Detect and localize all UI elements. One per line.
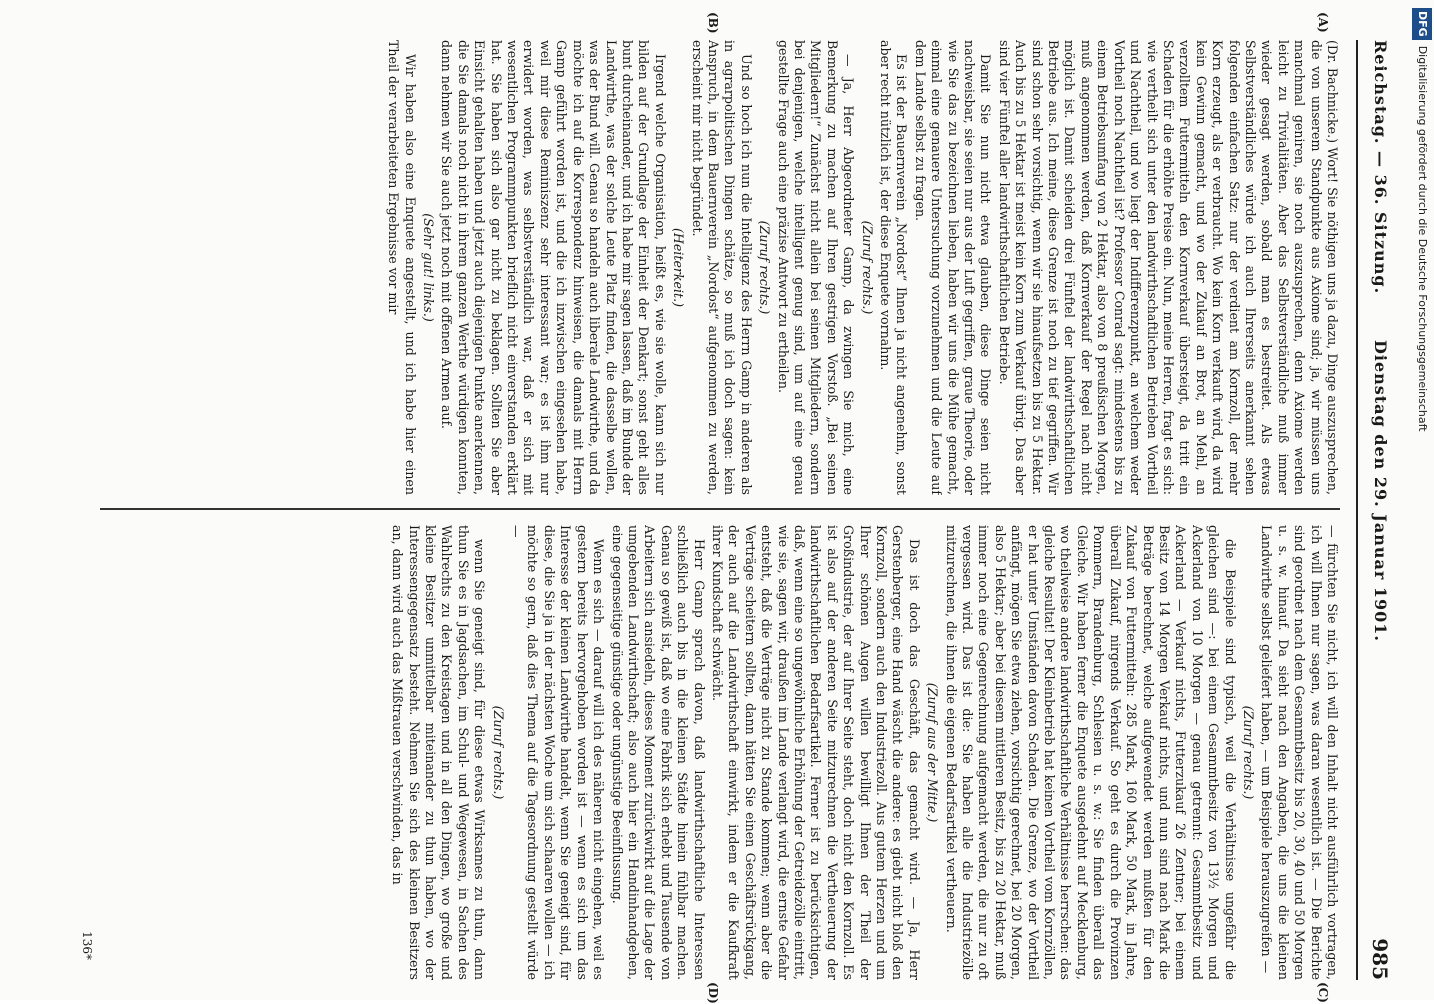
paragraph: (Dr. Bachnicke.) Wort! Sie nöthigen uns ja dazu, Dinge auszusprechen, die von unserem Standpunkte aus Axiome sind; ja, wir müssen uns manchmal geniren, sie noch auszusprechen, denn Axiome werden leicht zu Trivialitäten. Aber das Selbstverständliche muß immer wieder gesagt werden, sobald man es bestreitet. Als etwas Selbstverständliches würde ich auch Ihrerseits anerkannt sehen folgenden einfachen Satz: nur der verdient am Kornzoll, der mehr Korn erzeugt, als er verbraucht. Wo kein Korn verkauft wird, da wird kein Gewinn gemacht, und wo der Zukauf an Brot, an Mehl, an verzolltem Futtermitteln den Kornverkauf übersteigt, da tritt ein Schaden für die erhöhte Preise ein. Nun, meine Herren, fragt es sich: wie vertheilt sich unter den landwirthschaftlichen Betrieben Vortheil und Nachtheil, und wo liegt der Indifferenzpunkt, an welchem weder Vortheil noch Nachtheil ist? Professor Conrad sagt: mindestens bis zu einem Betriebsumfang von 2 Hektar, also von 8 preußischen Morgen, muß angenommen werden, daß Kornverkauf der Regel nach nicht möglich ist. Damit scheiden drei Fünftel der landwirthschaftlichen Betriebe aus. Ich meine, diese Grenze ist noch zu tief gegriffen. Wir sind schon sehr vorsichtig, wenn wir sie hinaufsetzen bis zu 5 Hektar. Auch bis zu 5 Hektar ist meist kein Korn zum Verkauf übrig. Das aber sind vier Fünftel aller landwirthschaftlichen Betriebe.	[996, 40, 1340, 495]
paragraph: Und so hoch ich nun die Intelligenz des Herrn Gamp in anderen als in agrarpolitischen Dingen schätze, so muß ich doch sagen: kein Anspruch, in dem Bauernverein „Nordost“ aufgenommen zu werden, erscheint mir nicht begründet.	[689, 40, 754, 495]
paragraph: Herr Gamp sprach davon, daß landwirthschaftliche Interessen schließlich auch bis in die kleinen Städte hinein fühlbar machen. Genau so gewiß ist, daß wo eine Fabrik sich erhebt und Tausende von Arbeitern sich ansiedeln, dieses Moment zurückwirkt auf die Lage der umgebenden Landwirthschaft; also auch hier ein Handinhandgehen, eine gegenseitige günstige oder ungünstige Beeinflussung.	[609, 525, 707, 980]
interjection: (Zuruf aus der Mitte.)	[925, 682, 941, 823]
digitization-note	[1412, 8, 1432, 988]
page-number: 985	[1368, 938, 1392, 980]
paragraph: die Beispiele sind typisch, weil die Verhältnisse ungefähr die gleichen sind —: bei einem Gesammtbesitz von 13½ Morgen und Ackerland von 10 Morgen — genau getrennt: Gesammtbesitz und Ackerland — Verkauf nichts, Futterzukauf 26 Zentner; bei einem Besitz von 14 Morgen Verkauf nichts, und nun sind nach Mark die Beträge berechnet, welche aufgewendet werden mußten für den Zukauf von Futtermitteln: 285 Mark, 160 Mark, 50 Mark, in Jahre, überall Zukauf, nirgends Verkauf. So geht es durch die Provinzen Pommern, Brandenburg, Schlesien u. s. w.: Sie finden überall das Gleiche. Wir haben ferner die Enquete ausgedehnt auf Mecklenburg, wo theilweise andere landwirthschaftliche Verhältnisse herrschen: das gleiche Resultat! Der Kleinbetrieb hat keinen Vortheil vom Kornzöllen, er hat unter Umständen davon Schaden. Die Grenze, wo der Vortheil anfängt, mögen Sie etwa ziehen, vorsichtig gerechnet, bei 20 Morgen, also 5 Hektar; aber bei diesem mittleren Besitz, bis zu 20 Hektar, muß immer noch eine Gegenrechnung aufgemacht werden, die nur zu oft vergessen wird. Das ist die: Sie haben alle die Industriezölle mitzurechnen, die ihnen die eigenen Bedarfsartikel vertheuern.	[943, 525, 1238, 980]
rotated-page-body	[80, 12, 1400, 1004]
paragraph: Irgend welche Organisation, heißt es, wie sie wolle, kann sich nur bilden auf der Grundlage der Einheit der Denkart; sonst geht alles bunt durcheinander, und ich habe mir sagen lassen, daß im Bunde der Landwirthe, was der solche Leute Platz finden, die dasselbe wollen, was der Bund will. Genau so handeln auch liberale Landwirthe, und da möchte ich auf die Korrespondenz hinweisen, die damals mit Herrn Gamp geführt worden ist, und die ich inzwischen eingesehen habe, weil mir diese Reminiszenz sehr interessant war; es ist ihm nur erwidert worden, was selbstverständlich war, daß er sich mit wesentlichen Programmpunkten brieflich nicht einverstanden erklärt hat. Sie haben sich also gar nicht zu beklagen. Sollten Sie aber Einsicht gehalten haben und jetzt auch diejenigen Punkte anerkennen, die Sie damals noch nicht in ihrem ganzen Werthe würdigen konnten, dann nehmen wir Sie auch jetzt noch mit offenen Armen auf.	[439, 40, 668, 495]
interjection: (Zuruf rechts.)	[757, 220, 773, 315]
interjection: (Zuruf rechts.)	[490, 705, 506, 800]
column-divider	[100, 508, 1340, 510]
paragraph: Wenn es sich — darauf will ich des näheren nicht eingehen, weil es gestern bereits hervorgehoben worden ist — wenn es sich um das Interesse der kleinen Landwirthe handelt, wenn Sie geneigt sind, für diese, die Sie ja in der nächsten Woche um sich schaaren wollen — ich möchte so gern, daß dies Thema auf die Tagesordnung gestellt würde —	[509, 525, 607, 980]
left-column	[90, 40, 1340, 495]
paragraph: Es ist der Bauernverein „Nordost“ Ihnen ja nicht angenehm, sonst aber recht nützlich ist, der diese Enquete vornahm.	[878, 40, 910, 495]
margin-marker-b: (B)	[706, 12, 720, 34]
paragraph: wenn Sie geneigt sind, für diese etwas Wirksames zu thun, dann thun Sie es in Jagdsachen, im Schul- und Wegewesen, in Sachen des Wahlrechts zu den Kreistagen und in all den Dingen, wo große und kleine Besitzer unmittelbar miteinander zu thun haben, wo der Interessengegensatz besteht. Nehmen Sie sich des kleinen Besitzers an, dann wird auch das Mißtrauen verschwinden, das in	[390, 525, 488, 980]
dfg-logo: DFG	[1412, 8, 1432, 40]
interjection: (Zuruf rechts.)	[859, 220, 875, 315]
right-column	[90, 525, 1340, 980]
header-rule	[1356, 40, 1358, 980]
paragraph: — fürchten Sie nicht, ich will den Inhalt nicht ausführlich vortragen, ich will Ihnen nur sagen, was daran wesentlich ist. — Die Berichte sind geordnet nach dem Gesammtbesitz bis 20, 30, 40 und 50 Morgen u. s. w. hinauf. Da sieht nach den Angaben, die uns die kleinen Landwirthe selbst geliefert haben, — um Beispiele herauszugreifen —	[1259, 525, 1340, 980]
margin-marker-a: (A)	[1316, 12, 1330, 33]
paragraph: — Ja, Herr Abgeordneter Gamp, da zwingen Sie mich, eine Bemerkung zu machen auf Ihren gestrigen Vorstoß. „Bei seinen Mitgliedern!“ Zunächst nicht allein bei seinen Mitgliedern, sondern bei denjenigen, welche intelligent genug sind, um auf eine genau gestellte Frage auch eine präzise Antwort zu ertheilen.	[775, 40, 857, 495]
paragraph: Damit Sie nun nicht etwa glauben, diese Dinge seien nicht nachweisbar, sie seien nur aus der Luft gegriffen, graue Theorie, oder wie Sie das zu bezeichnen lieben, haben wir uns die Mühe gemacht, einmal eine genauere Untersuchung vorzunehmen und die Leute auf dem Lande selbst zu fragen.	[912, 40, 994, 495]
paragraph: Wir haben also eine Enquete angestellt, und ich habe hier einen Theil der verarbeiteten Ergebnisse vor mir	[386, 40, 418, 495]
running-header	[1350, 40, 1400, 980]
header-date: Dienstag den 29. Januar 1901.	[1371, 340, 1390, 642]
margin-marker-c: (C)	[1316, 982, 1330, 1003]
interjection: (Heiterkeit.)	[671, 228, 687, 307]
interjection: (Zuruf rechts.)	[1240, 705, 1256, 800]
margin-marker-d: (D)	[706, 982, 720, 1004]
digitization-text: Digitalisierung gefördert durch die Deutsche Forschungsgemeinschaft	[1416, 45, 1429, 432]
header-session: Reichstag. — 36. Sitzung.	[1371, 40, 1390, 295]
paragraph: Das ist doch das Geschäft, das gemacht wird. — Ja, Herr Gerstenberger, eine Hand wäscht die andere: es giebt nicht bloß den Kornzoll, sondern auch den Industriezoll. Aus gutem Herzen und um Ihrer schönen Augen willen bewilligt Ihnen der Theil der Großindustrie, der auf Ihrer Seite steht, doch nicht den Kornzoll. Es ist also auf der anderen Seite mitzurechnen die Vertheuerung der landwirthschaftlichen Bedarfsartikel. Ferner ist zu berücksichtigen, daß, wenn eine so ungewöhnliche Erhöhung der Getreidezölle eintritt, wie sie, sagen wir, draußen im Lande verlangt wird, die ernste Gefahr entsteht, daß die Verträge nicht zu Stande kommen; wenn aber die Verträge scheitern sollten, dann hätten Sie einen Geschäftsrückgang, der auch auf die Landwirthschaft einwirkt, indem er die Kaufkraft ihrer Kundschaft schwächt.	[709, 525, 922, 980]
sheet-mark: 136*	[80, 931, 94, 960]
interjection: (Sehr gut! links.)	[421, 213, 437, 322]
